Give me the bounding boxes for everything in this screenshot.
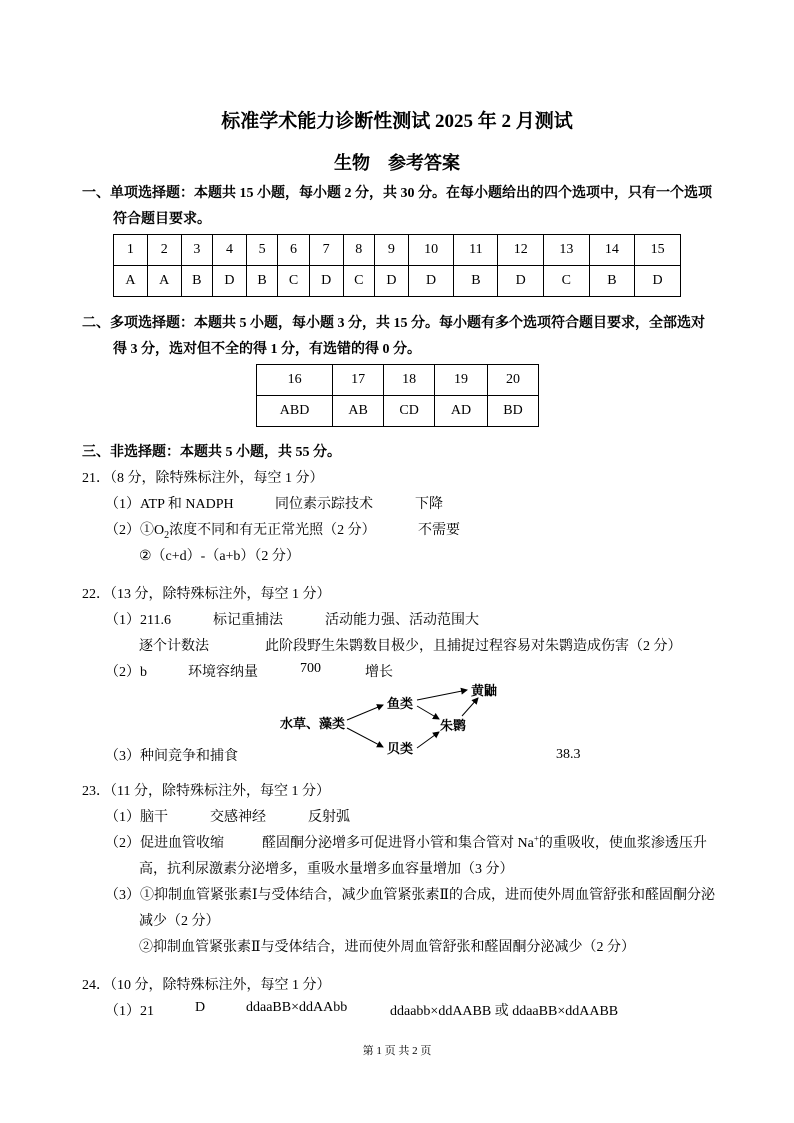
food-web-fish: 鱼类 (387, 696, 414, 711)
arrow-fish-ibis (417, 706, 439, 719)
food-web-diagram (275, 678, 510, 770)
section1-numbers-cell: 3 (181, 235, 212, 266)
food-web-ibis: 朱鹮 (440, 718, 467, 733)
q21-part2-label: （2）①O (105, 523, 165, 538)
page-title: 标准学术能力诊断性测试 2025 年 2 月测试 (221, 111, 573, 132)
q23-part2-superscript: + (533, 833, 539, 844)
section1-answers-cell: B (589, 266, 635, 297)
q21-part3: ②（c+d）-（a+b）（2 分） (139, 549, 300, 564)
q24-part1-answer-b: ddaaBB×ddAAbb (246, 1000, 348, 1015)
food-web-producer: 水草、藻类 (280, 716, 346, 731)
section1-answers-cell: C (278, 266, 309, 297)
q23-part3-line2: 减少（2 分） (139, 914, 220, 929)
section1-answers-cell: B (454, 266, 498, 297)
q23-part1-answer-b: 反射弧 (308, 810, 350, 825)
section1-numbers-cell: 5 (246, 235, 277, 266)
q21-part1-label: （1）ATP 和 NADPH (105, 497, 234, 512)
section1-numbers-cell: 11 (454, 235, 498, 266)
q22-part3-answer-b: 38.3 (556, 747, 581, 762)
food-web-shellfish: 贝类 (387, 741, 414, 756)
section1-numbers-cell: 2 (147, 235, 181, 266)
q21-part2 (105, 519, 376, 541)
section1-numbers-cell: 4 (213, 235, 247, 266)
page-subtitle: 生物 参考答案 (334, 153, 460, 173)
q23-part1-label: （1）脑干 (105, 810, 168, 825)
section1-answers-cell: A (147, 266, 181, 297)
q23-part2-answer-line1 (262, 832, 707, 852)
q22-part2-label: （2）b (105, 665, 147, 680)
section1-numbers-cell: 12 (498, 235, 544, 266)
section2-numbers-cell: 19 (435, 365, 488, 396)
q23-part3-line3: ②抑制血管紧张素Ⅱ与受体结合，进而使外周血管舒张和醛固酮分泌减少（2 分） (139, 940, 636, 955)
section1-answers-cell: B (181, 266, 212, 297)
q23-part2-answer-line2: 高，抗利尿激素分泌增多，重吸水量增多血容量增加（3 分） (139, 862, 514, 877)
section2-numbers-cell: 18 (384, 365, 435, 396)
q22-part2-answer-c: 增长 (365, 665, 393, 680)
section2-numbers-cell: 17 (333, 365, 384, 396)
section1-numbers-cell: 1 (114, 235, 148, 266)
section1-numbers-cell: 8 (343, 235, 374, 266)
q22-part2-answer-a: 环境容纳量 (188, 665, 258, 680)
section1-answers-cell: D (635, 266, 681, 297)
section1-numbers-cell: 14 (589, 235, 635, 266)
section1-numbers-cell: 9 (375, 235, 409, 266)
section2-answers-cell: CD (384, 396, 435, 427)
section1-answers-cell: D (213, 266, 247, 297)
q21-part2-answer-b: 不需要 (418, 523, 460, 538)
section1-heading: 一、单项选择题：本题共 15 小题，每小题 2 分，共 30 分。在每小题给出的四个选项中，只有一个选项 (82, 186, 712, 201)
section1-answers-cell: C (544, 266, 590, 297)
section2-answers-cell: ABD (257, 396, 333, 427)
section2-heading-cont: 得 3 分，选对但不全的得 1 分，有选错的得 0 分。 (113, 342, 421, 357)
q23-part2-text-a: 醛固酮分泌增多可促进肾小管和集合管对 Na (262, 836, 534, 851)
q24-part1-answer-a: D (195, 1000, 206, 1015)
section2-numbers-cell: 20 (488, 365, 539, 396)
q24-part1-answer-c: ddaabb×ddAABB 或 ddaaBB×ddAABB (390, 1004, 619, 1019)
q22-part1-answer-d: 此阶段野生朱鹮数目极少，且捕捉过程容易对朱鹮造成伤害（2 分） (265, 639, 682, 654)
section1-heading-cont: 符合题目要求。 (113, 212, 211, 227)
section1-answers-cell: D (309, 266, 343, 297)
food-web-eel: 黄鼬 (471, 683, 498, 698)
q22-part3-label: （3）种间竞争和捕食 (105, 749, 238, 764)
section2-answer-table (256, 364, 539, 427)
q21-part2-subscript: 2 (164, 529, 170, 541)
section1-answers-cell: B (246, 266, 277, 297)
q21-heading: 21．（8 分，除特殊标注外，每空 1 分） (82, 471, 324, 486)
q23-part2-label: （2）促进血管收缩 (105, 836, 224, 851)
q24-part1-label: （1）21 (105, 1004, 154, 1019)
q22-heading: 22．（13 分，除特殊标注外，每空 1 分） (82, 587, 331, 602)
q24-heading: 24．（10 分，除特殊标注外，每空 1 分） (82, 978, 331, 993)
section3-heading: 三、非选择题：本题共 5 小题，共 55 分。 (82, 445, 341, 460)
section1-numbers-cell: 10 (408, 235, 454, 266)
q22-part1-answer-b: 活动能力强、活动范围大 (325, 613, 479, 628)
section1-answers-cell: A (114, 266, 148, 297)
q22-part2-answer-b: 700 (300, 661, 321, 676)
arrow-ibis-eel (462, 698, 478, 716)
q23-part1-answer-a: 交感神经 (210, 810, 266, 825)
section1-numbers-cell: 7 (309, 235, 343, 266)
q22-part1-answer-c: 逐个计数法 (139, 639, 209, 654)
page-footer: 第 1 页 共 2 页 (362, 1045, 432, 1057)
section2-answers-cell: BD (488, 396, 539, 427)
arrow-producer-fish (347, 705, 383, 720)
section1-answers-cell: D (408, 266, 454, 297)
section1-answers-cell: C (343, 266, 374, 297)
q21-part1-answer-a: 同位素示踪技术 (275, 497, 373, 512)
arrow-shellfish-ibis (417, 732, 439, 748)
q22-part1-label: （1）211.6 (105, 613, 171, 628)
section2-answers-cell: AB (333, 396, 384, 427)
q21-part1-answer-b: 下降 (415, 497, 443, 512)
q21-part2-rest: 浓度不同和有无正常光照（2 分） (169, 523, 376, 538)
section2-answers-cell: AD (435, 396, 488, 427)
section1-numbers-cell: 15 (635, 235, 681, 266)
q22-part1-answer-a: 标记重捕法 (213, 613, 283, 628)
q23-part2-text-b: 的重吸收，使血浆渗透压升 (538, 836, 707, 851)
section1-answer-table (113, 234, 681, 297)
section1-numbers-cell: 6 (278, 235, 309, 266)
arrow-fish-eel (417, 690, 467, 700)
arrow-producer-shellfish (347, 728, 383, 747)
q23-part3-line1: （3）①抑制血管紧张素Ⅰ与受体结合，减少血管紧张素Ⅱ的合成，进而使外周血管舒张和醛固酮分泌 (105, 888, 716, 903)
q23-heading: 23．（11 分，除特殊标注外，每空 1 分） (82, 784, 330, 799)
section1-answers-cell: D (375, 266, 409, 297)
section2-numbers-cell: 16 (257, 365, 333, 396)
section2-heading: 二、多项选择题：本题共 5 小题，每小题 3 分，共 15 分。每小题有多个选项符合题目要求，全部选对 (82, 316, 705, 331)
section1-numbers-cell: 13 (544, 235, 590, 266)
section1-answers-cell: D (498, 266, 544, 297)
